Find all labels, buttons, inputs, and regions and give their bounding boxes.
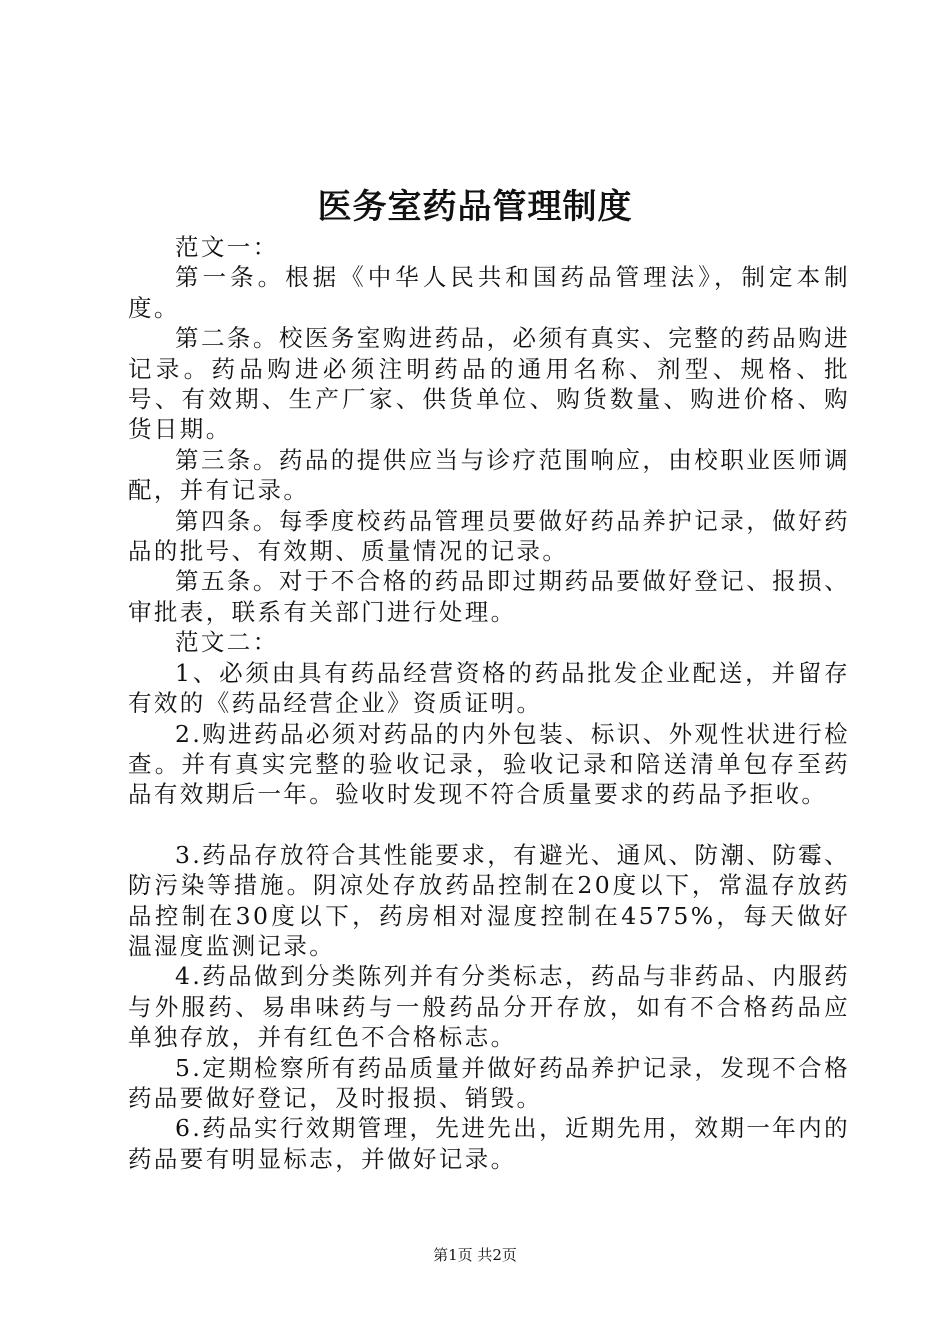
paragraph-item-4: 4.药品做到分类陈列并有分类标志，药品与非药品、内服药与外服药、易串味药与一般药品分开存放，如有不合格药品应单独存放，并有红色不合格标志。 xyxy=(128,962,850,1052)
section-heading-1: 范文一： xyxy=(175,233,279,261)
paragraph-item-2: 2.购进药品必须对药品的内外包装、标识、外观性状进行检查。并有真实完整的验收记录，验收记录和陪送清单包存至药品有效期后一年。验收时发现不符合质量要求的药品予拒收。 xyxy=(128,719,850,809)
document-body xyxy=(128,232,850,1174)
paragraph-article-1: 第一条。根据《中华人民共和国药品管理法》，制定本制度。 xyxy=(128,263,850,322)
paragraph-item-3: 3.药品存放符合其性能要求，有避光、通风、防潮、防霉、防污染等措施。阴凉处存放药品控制在20度以下，常温存放药品控制在30度以下，药房相对湿度控制在4575%，每天做好温湿度监测记录。 xyxy=(128,840,850,960)
paragraph-article-3: 第三条。药品的提供应当与诊疗范围响应，由校职业医师调配，并有记录。 xyxy=(128,445,850,505)
section-heading-2: 范文二： xyxy=(175,628,279,657)
paragraph-item-5: 5.定期检察所有药品质量并做好药品养护记录，发现不合格药品要做好登记，及时报损、销毁。 xyxy=(128,1053,850,1112)
paragraph-article-4: 第四条。每季度校药品管理员要做好药品养护记录，做好药品的批号、有效期、质量情况的记录。 xyxy=(128,506,850,566)
paragraph-article-5: 第五条。对于不合格的药品即过期药品要做好登记、报损、审批表，联系有关部门进行处理。 xyxy=(128,567,850,626)
paragraph-item-1: 1、必须由具有药品经营资格的药品批发企业配送，并留存有效的《药品经营企业》资质证明。 xyxy=(128,658,850,718)
page-footer: 第1页 共2页 xyxy=(433,1246,517,1264)
paragraph-article-2: 第二条。校医务室购进药品，必须有真实、完整的药品购进记录。药品购进必须注明药品的通用名称、剂型、规格、批号、有效期、生产厂家、供货单位、购货数量、购进价格、购货日期。 xyxy=(128,324,850,444)
paragraph-item-6: 6.药品实行效期管理，先进先出，近期先用，效期一年内的药品要有明显标志，并做好记录。 xyxy=(128,1114,850,1173)
document-title: 医务室药品管理制度 xyxy=(317,187,633,227)
